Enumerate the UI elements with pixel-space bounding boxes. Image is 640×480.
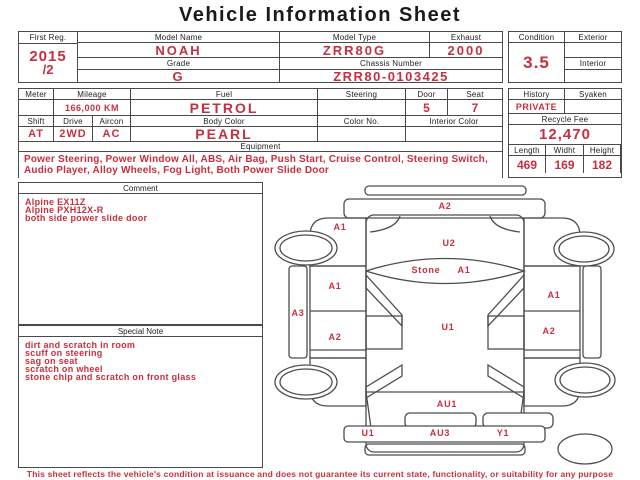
special-note-label: Special Note [19,326,262,337]
syaken-label: Syaken [565,89,621,99]
special-note-content [19,337,262,387]
first-reg-year: 2015 [29,48,67,65]
condition-box [508,31,622,83]
model-name-label: Model Name [78,32,279,42]
height-label: Height [584,145,620,155]
special-note-line: sag on seat [25,356,78,366]
damage-mark-right-slide-door: A2 [542,326,556,336]
right-a-pillar [488,275,524,326]
aircon-value: AC [93,127,130,141]
damage-mark-right-front-door: A1 [547,290,561,300]
exhaust-value: 2000 [430,43,502,57]
page-title: Vehicle Information Sheet [178,4,461,26]
grade-label: Grade [78,58,279,69]
body-color-value: PEARL [131,127,317,141]
exterior-value [565,43,621,57]
right-d-pillar [488,365,524,398]
special-note-line: dirt and scratch in room [25,340,136,350]
syaken-value [565,100,621,113]
first-reg-month: /2 [42,62,54,77]
front-right-wheel [554,232,614,266]
car-diagram [262,183,632,473]
spare-wheel [558,434,612,464]
drive-label: Drive [54,116,92,126]
interior-color-label: Interior Color [406,116,502,126]
front-left-wheel [275,231,337,265]
comment-content [19,194,262,228]
history-value: PRIVATE [509,100,564,113]
damage-mark-left-slide-door: A2 [328,332,342,342]
meter-value [19,100,53,115]
equipment-value: Power Steering, Power Window All, ABS, Air Bag, Push Start, Cruise Control, Steering Switch, Audio Player, Alloy Wheels, Fog Light, Both Power Slide Door [19,152,502,178]
damage-mark-rear-bumper-left: U1 [361,428,375,438]
special-note-box [18,325,263,468]
height-value: 182 [584,156,620,173]
first-reg-cell [19,32,77,82]
interior-label: Interior [565,58,621,69]
spec-table [18,88,503,178]
aircon-label: Aircon [93,116,130,126]
door-label: Door [406,89,447,99]
special-note-line: scratch on wheel [25,364,103,374]
damage-mark-rear-bumper-center: AU3 [429,428,451,438]
first-reg-label: First Reg. [19,32,77,44]
rear-left-wheel [275,365,337,399]
history-label: History [509,89,564,99]
special-note-line: scuff on steering [25,348,103,358]
grade-value: G [78,70,279,82]
rear-right-wheel [555,363,615,397]
right-door-panels [524,266,580,358]
damage-mark-front-bumper: A2 [438,201,452,211]
interior-color-value [406,127,502,141]
damage-mark-hood: U2 [442,238,456,248]
length-label: Length [509,145,545,155]
recycle-fee-value: 12,470 [509,125,621,144]
steering-label: Steering [318,89,405,99]
windshield [366,259,524,284]
chassis-number-label: Chassis Number [280,58,502,69]
meter-label: Meter [19,89,53,99]
damage-mark-left-front-fender: A1 [333,222,347,232]
comment-label: Comment [19,183,262,194]
fuel-label: Fuel [131,89,317,99]
model-name-value: NOAH [78,43,279,57]
exhaust-label: Exhaust [430,32,502,42]
left-a-pillar [366,275,402,326]
damage-mark-tailgate: AU1 [436,399,458,409]
width-label: Widht [546,145,583,155]
damage-mark-rear-bumper-right: Y1 [496,428,510,438]
seat-label: Seat [448,89,502,99]
shift-value: AT [19,127,53,141]
damage-mark-left-front-door: A1 [328,281,342,291]
interior-value [565,70,621,82]
body-color-label: Body Color [131,116,317,126]
rear-bumper [344,426,545,442]
front-bumper-lip [365,186,526,195]
comment-box [18,182,263,325]
steering-value [318,100,405,115]
damage-mark-roof: U1 [441,322,455,332]
rear-bumper-lip [365,444,525,455]
equipment-label: Equipment [19,142,502,151]
chassis-number-value: ZRR80-0103425 [280,70,502,82]
length-value: 469 [509,156,545,173]
left-door-panels [310,266,366,358]
recycle-fee-label: Recycle Fee [509,114,621,124]
color-no-value [318,127,405,141]
comment-line: Alpine EX11Z [25,197,86,207]
door-value: 5 [406,100,447,115]
left-rocker-panel [289,266,307,358]
history-box [508,88,622,178]
mileage-value: 166,000 KM [54,100,130,115]
car-outline-svg [262,183,632,473]
damage-mark-left-rocker-panel: A3 [291,308,305,318]
comment-line: Alpine PXH12X-R [25,205,104,215]
special-note-line: stone chip and scratch on front glass [25,372,197,382]
mileage-label: Mileage [54,89,130,99]
shift-label: Shift [19,116,53,126]
model-type-label: Model Type [280,32,429,42]
condition-value: 3.5 [509,43,564,82]
width-value: 169 [546,156,583,173]
damage-mark-windshield: A1 [457,265,471,275]
fuel-value: PETROL [131,100,317,115]
damage-mark-windshield-stone: Stone [411,265,441,275]
disclaimer-text: This sheet reflects the vehicle's condition at issuance and does not guarantee its current state, functionality, or suitability for any purpose [26,469,614,479]
comment-line: both side power slide door [25,213,148,223]
seat-value: 7 [448,100,502,115]
identity-table [18,31,503,83]
model-type-value: ZRR80G [280,43,429,57]
condition-label: Condition [509,32,564,42]
color-no-label: Color No. [318,116,405,126]
exterior-label: Exterior [565,32,621,42]
left-d-pillar [366,365,402,398]
drive-value: 2WD [54,127,92,141]
right-rocker-panel [583,266,601,358]
